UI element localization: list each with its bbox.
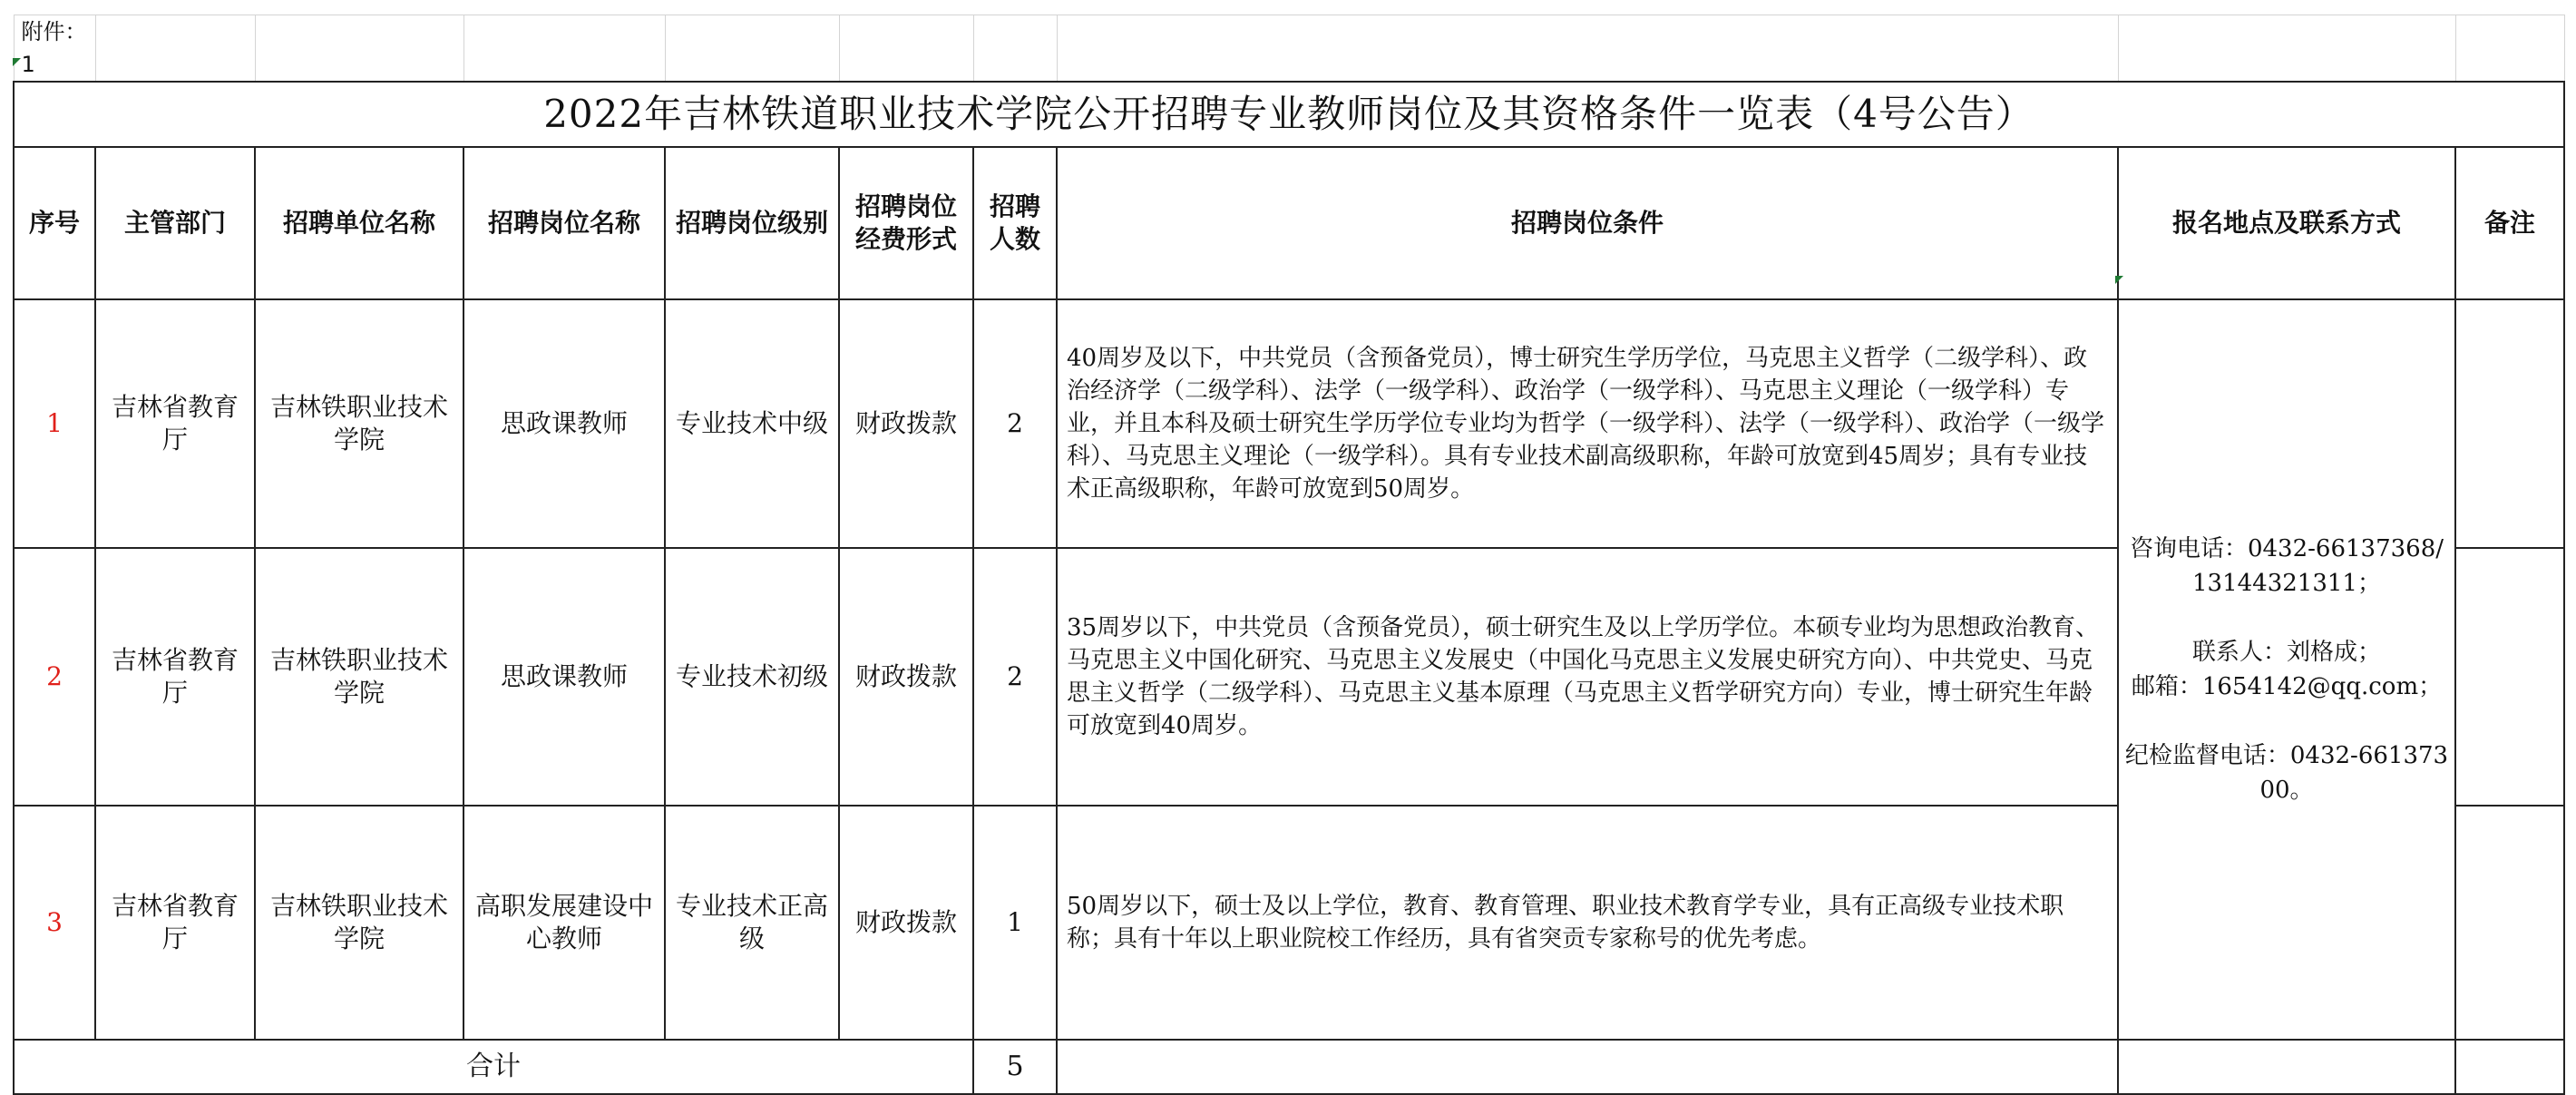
- header-position[interactable]: 招聘岗位名称: [463, 147, 665, 299]
- total-row: [14, 1040, 2564, 1094]
- row-department[interactable]: 吉林省教育厅: [95, 299, 255, 548]
- comment-marker: [13, 58, 21, 66]
- blank-cell[interactable]: [1057, 15, 2118, 83]
- row-count[interactable]: 1: [973, 806, 1057, 1040]
- total-label[interactable]: 合计: [14, 1040, 973, 1094]
- row-department[interactable]: 吉林省教育厅: [95, 806, 255, 1040]
- row-funding[interactable]: 财政拨款: [839, 806, 973, 1040]
- row-funding[interactable]: 财政拨款: [839, 548, 973, 806]
- row-remarks[interactable]: [2455, 548, 2564, 806]
- total-count[interactable]: 5: [973, 1040, 1057, 1094]
- row-requirements[interactable]: 50周岁以下，硕士及以上学位，教育、教育管理、职业技术教育学专业，具有正高级专业技术职称；具有十年以上职业院校工作经历，具有省突贡专家称号的优先考虑。: [1057, 806, 2118, 1040]
- header-level[interactable]: 招聘岗位级别: [665, 147, 839, 299]
- header-contact[interactable]: 报名地点及联系方式: [2118, 147, 2455, 299]
- row-level[interactable]: 专业技术中级: [665, 299, 839, 548]
- attachment-label[interactable]: 附件：1: [14, 15, 95, 83]
- header-remarks[interactable]: 备注: [2455, 147, 2564, 299]
- blank-cell[interactable]: [2455, 1040, 2564, 1094]
- header-count[interactable]: 招聘人数: [973, 147, 1057, 299]
- row-seq[interactable]: 1: [14, 299, 95, 548]
- row-count[interactable]: 2: [973, 548, 1057, 806]
- recruitment-table: [13, 15, 2565, 1095]
- header-unit[interactable]: 招聘单位名称: [255, 147, 463, 299]
- row-requirements[interactable]: 40周岁及以下，中共党员（含预备党员），博士研究生学历学位，马克思主义哲学（二级学科）、政治经济学（二级学科）、法学（一级学科）、政治学（一级学科）、马克思主义理论（一级学科）专业，并且本科及硕士研究生学历学位专业均为哲学（一级学科）、法学（一级学科）、政治学（一级学科）、马克思主义理论（一级学科）。具有专业技术副高级职称，年龄可放宽到45周岁；具有专业技术正高级职称，年龄可放宽到50周岁。: [1057, 299, 2118, 548]
- row-unit[interactable]: 吉林铁职业技术学院: [255, 806, 463, 1040]
- contact-person: 联系人：刘格成；: [2191, 639, 2381, 666]
- row-position[interactable]: 思政课教师: [463, 299, 665, 548]
- blank-cell[interactable]: [973, 15, 1057, 83]
- blank-cell[interactable]: [255, 15, 463, 83]
- row-seq[interactable]: 3: [14, 806, 95, 1040]
- row-requirements[interactable]: 35周岁以下，中共党员（含预备党员），硕士研究生及以上学历学位。本硕专业均为思想政治教育、马克思主义中国化研究、马克思主义发展史（中国化马克思主义发展史研究方向）、中共党史、马克思主义哲学（二级学科）、马克思主义基本原理（马克思主义哲学研究方向）专业，博士研究生年龄可放宽到40周岁。: [1057, 548, 2118, 806]
- blank-cell[interactable]: [665, 15, 839, 83]
- spreadsheet: [13, 15, 2563, 1082]
- row-count[interactable]: 2: [973, 299, 1057, 548]
- blank-cell[interactable]: [2118, 1040, 2455, 1094]
- row-position[interactable]: 高职发展建设中心教师: [463, 806, 665, 1040]
- blank-cell[interactable]: [2118, 15, 2455, 83]
- contact-phone: 咨询电话：0432-66137368/13144321311；: [2129, 535, 2444, 597]
- row-department[interactable]: 吉林省教育厅: [95, 548, 255, 806]
- row-funding[interactable]: 财政拨款: [839, 299, 973, 548]
- row-level[interactable]: 专业技术正高级: [665, 806, 839, 1040]
- header-row: [14, 147, 2564, 299]
- contact-spacer: [2124, 601, 2449, 635]
- header-department[interactable]: 主管部门: [95, 147, 255, 299]
- contact-email: 邮箱：1654142@qq.com；: [2131, 673, 2443, 700]
- blank-cell[interactable]: [2455, 15, 2564, 83]
- row-remarks[interactable]: [2455, 299, 2564, 548]
- blank-cell[interactable]: [95, 15, 255, 83]
- contact-cell[interactable]: [2118, 299, 2455, 1040]
- row-unit[interactable]: 吉林铁职业技术学院: [255, 299, 463, 548]
- header-funding[interactable]: 招聘岗位经费形式: [839, 147, 973, 299]
- table-row: [14, 299, 2564, 548]
- header-seq[interactable]: 序号: [14, 147, 95, 299]
- attachment-row: [14, 15, 2564, 83]
- row-level[interactable]: 专业技术初级: [665, 548, 839, 806]
- title-row: [14, 82, 2564, 147]
- blank-cell[interactable]: [463, 15, 665, 83]
- contact-spacer: [2124, 704, 2449, 738]
- comment-marker: [2115, 276, 2123, 284]
- page-title[interactable]: 2022年吉林铁道职业技术学院公开招聘专业教师岗位及其资格条件一览表（4号公告）: [14, 82, 2564, 147]
- contact-supervision: 纪检监督电话：0432-66137300。: [2124, 742, 2449, 804]
- header-requirements[interactable]: 招聘岗位条件: [1057, 147, 2118, 299]
- row-remarks[interactable]: [2455, 806, 2564, 1040]
- blank-cell[interactable]: [1057, 1040, 2118, 1094]
- row-seq[interactable]: 2: [14, 548, 95, 806]
- blank-cell[interactable]: [839, 15, 973, 83]
- row-unit[interactable]: 吉林铁职业技术学院: [255, 548, 463, 806]
- row-position[interactable]: 思政课教师: [463, 548, 665, 806]
